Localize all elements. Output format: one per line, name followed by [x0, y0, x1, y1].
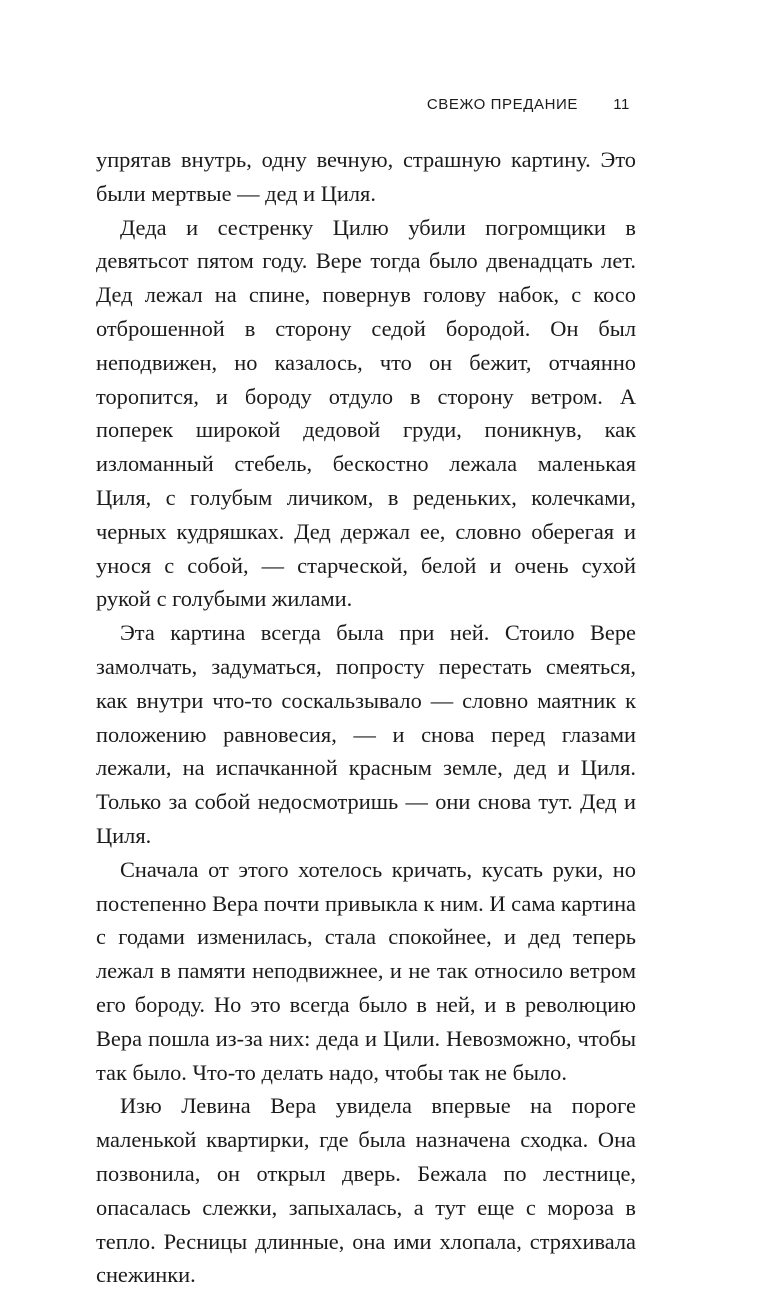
page-number: 11 — [613, 96, 630, 113]
running-title: СВЕЖО ПРЕДАНИЕ — [426, 96, 578, 113]
paragraph: Деда и сестренку Цилю убили погромщики в девятьсот пятом году. Вере тогда было двенадцать лет. Дед лежал на спине, повернув голову набок, с косо отброшенной в сторону седой бородой. Он был неподвижен, но казалось, что он бежит, отчаянно торопится, и бороду отдуло в сторону ветром. А поперек широкой дедовой груди, поникнув, как изломанный стебель, бескостно лежала маленькая Циля, с голубым личиком, в реденьких, колечками, черных кудряшках. Дед держал ее, словно оберегая и унося с собой, — старческой, белой и очень сухой рукой с голубыми жилами. — [96, 214, 636, 612]
paragraph: Сначала от этого хотелось кричать, кусать руки, но постепенно Вера почти привыкла к ним. И сама картина с годами изменилась, стала спокойнее, и дед теперь лежал в памяти неподвижнее, и не так относило ветром его бороду. Но это всегда было в ней, и в революцию Вера пошла из-за них: деда и Цили. Невозможно, чтобы так было. Что-то делать надо, чтобы так не было. — [96, 856, 636, 1085]
running-head — [96, 96, 630, 120]
paragraph: Изю Левина Вера увидела впервые на пороге маленькой квартирки, где была назначена сходка. Она позвонила, он открыл дверь. Бежала по лестнице, опасалась слежки, запыхалась, а тут еще с мороза в тепло. Ресницы длинные, она ими хлопала, стряхивала снежинки. — [96, 1093, 636, 1288]
paragraph: упрятав внутрь, одну вечную, страшную картину. Это были мертвые — дед и Циля. — [96, 147, 636, 206]
paragraph: Эта картина всегда была при ней. Стоило Вере замолчать, задуматься, попросту перестать смеяться, как внутри что-то соскальзывало — словно маятник к положению равновесия, — и снова перед глазами лежали, на испачканной красным земле, дед и Циля. Только за собой недосмотришь — они снова тут. Дед и Циля. — [96, 620, 636, 848]
body-text — [96, 143, 636, 1292]
